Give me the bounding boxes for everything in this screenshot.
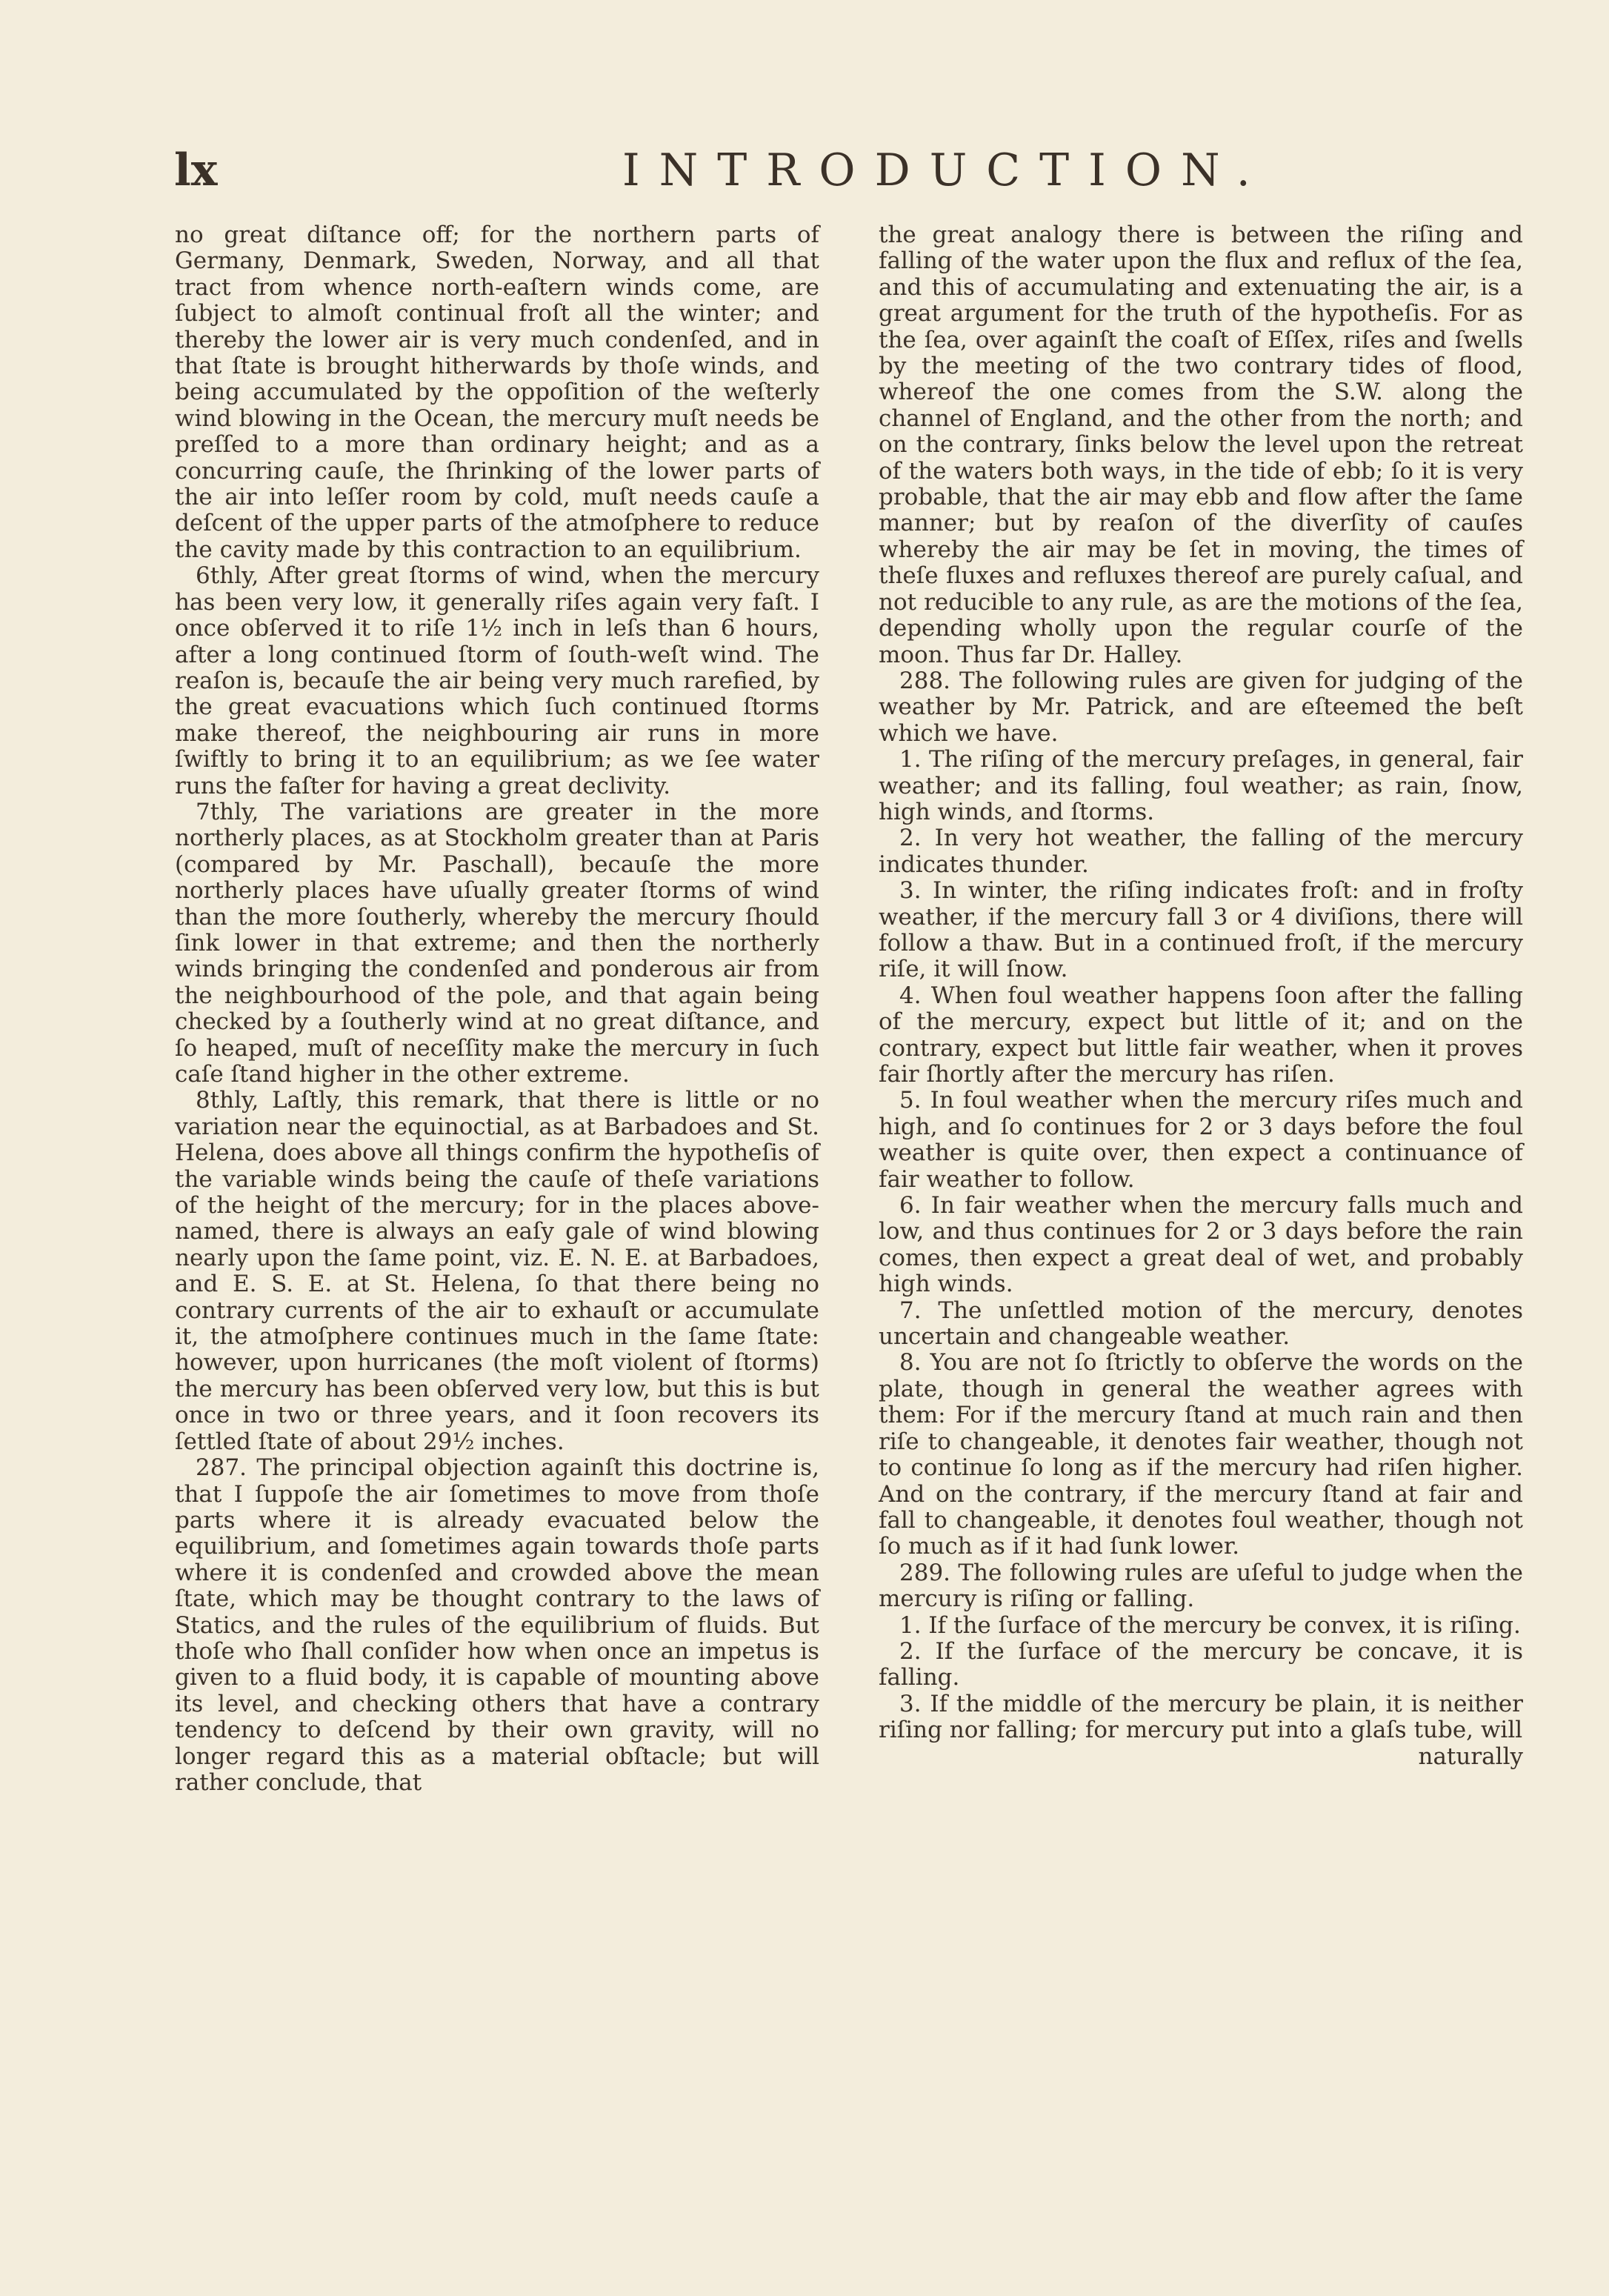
rule-item: 6. In fair weather when the mercury falls much and low, and thus continues for 2 or 3 days before the rain comes, then expect a great deal of wet, and probably high winds. bbox=[879, 1192, 1523, 1298]
paragraph: the great analogy there is between the riſing and falling of the water upon the flux and reflux of the ſea, and this of accumulating and extenuating the air, is a great argument for the truth of the hypotheſis. For as the ſea, over againſt the coaſt of Eſſex, riſes and ſwells by the meeting of the two contrary tides of flood, whereof the one comes from the S.W. along the channel of England, and the other from the north; and on the contrary, ſinks below the level upon the retreat of the waters both ways, in the tide of ebb; ſo it is very probable, that the air may ebb and flow after the ſame manner; but by reaſon of the diverſity of cauſes whereby the air may be ſet in moving, the times of theſe fluxes and refluxes thereof are purely caſual, and not reducible to any rule, as are the motions of the ſea, depending wholly upon the regular courſe of the moon. Thus far Dr. Halley. bbox=[879, 222, 1523, 668]
paragraph: 287. The principal objection againſt this doctrine is, that I ſuppoſe the air ſometimes to move from thoſe parts where it is already evacuated below the equilibrium, and ſometimes again towards thoſe parts where it is condenſed and crowded above the mean ſtate, which may be thought contrary to the laws of Statics, and the rules of the equilibrium of fluids. But thoſe who ſhall conſider how when once an impetus is given to a fluid body, it is capable of mounting above its level, and checking others that have a contrary tendency to deſcend by their own gravity, will no longer regard this as a material obſtacle; but will rather conclude, that bbox=[175, 1454, 819, 1796]
paragraph: 6thly, After great ſtorms of wind, when the mercury has been very low, it generally riſes again very faſt. I once obſerved it to riſe 1½ inch in leſs than 6 hours, after a long continued ſtorm of ſouth-weſt wind. The reaſon is, becauſe the air being very much rarefied, by the great evacuations which ſuch continued ſtorms make thereof, the neighbouring air runs in more ſwiftly to bring it to an equilibrium; as we ſee water runs the faſter for having a great declivity. bbox=[175, 562, 819, 799]
paragraph: no great diſtance off; for the northern parts of Germany, Denmark, Sweden, Norway, and all that tract from whence north-eaſtern winds come, are ſubject to almoſt continual froſt all the winter; and thereby the lower air is very much condenſed, and in that ſtate is brought hitherwards by thoſe winds, and being accumulated by the oppoſition of the weſterly wind blowing in the Ocean, the mercury muſt needs be preſſed to a more than ordinary height; and as a concurring cauſe, the ſhrinking of the lower parts of the air into leſſer room by cold, muſt needs cauſe a deſcent of the upper parts of the atmoſphere to reduce the cavity made by this contraction to an equilibrium. bbox=[175, 222, 819, 563]
left-column bbox=[175, 222, 819, 1796]
right-column bbox=[879, 222, 1523, 1770]
rule-item: 5. In foul weather when the mercury riſes much and high, and ſo continues for 2 or 3 days before the foul weather is quite over, then expect a continuance of fair weather to follow. bbox=[879, 1087, 1523, 1193]
rule-item: 4. When foul weather happens ſoon after the falling of the mercury, expect but little of it; and on the contrary, expect but little fair weather, when it proves fair ſhortly after the mercury has riſen. bbox=[879, 982, 1523, 1088]
paragraph: 288. The following rules are given for judging of the weather by Mr. Patrick, and are eſteemed the beſt which we have. bbox=[879, 667, 1523, 747]
page-number: lx bbox=[174, 144, 218, 196]
rule-item: 8. You are not ſo ſtrictly to obſerve the words on the plate, though in general the weather agrees with them: For if the mercury ſtand at much rain and then riſe to changeable, it denotes fair weather, though not to continue ſo long as if the mercury had riſen higher. And on the contrary, if the mercury ſtand at fair and fall to changeable, it denotes foul weather, though not ſo much as if it had ſunk lower. bbox=[879, 1349, 1523, 1560]
running-head: INTRODUCTION. bbox=[622, 144, 1270, 196]
rule-item: 2. In very hot weather, the falling of the mercury indicates thunder. bbox=[879, 825, 1523, 878]
paragraph: 8thly, Laſtly, this remark, that there is little or no variation near the equinoctial, as at Barbadoes and St. Helena, does above all things confirm the hypotheſis of the variable winds being the cauſe of theſe variations of the height of the mercury; for in the places above-named, there is always an eaſy gale of wind blowing nearly upon the ſame point, viz. E. N. E. at Barbadoes, and E. S. E. at St. Helena, ſo that there being no contrary currents of the air to exhauſt or accumulate it, the atmoſphere continues much in the ſame ſtate: however, upon hurricanes (the moſt violent of ſtorms) the mercury has been obſerved very low, but this is but once in two or three years, and it ſoon recovers its ſettled ſtate of about 29½ inches. bbox=[175, 1087, 819, 1455]
paragraph: 289. The following rules are uſeful to judge when the mercury is riſing or falling. bbox=[879, 1559, 1523, 1613]
rule-item: 3. In winter, the riſing indicates froſt: and in froſty weather, if the mercury fall 3 or 4 diviſions, there will follow a thaw. But in a continued froſt, if the mercury riſe, it will ſnow. bbox=[879, 877, 1523, 983]
rule-item: 1. The riſing of the mercury preſages, in general, fair weather; and its falling, foul weather; as rain, ſnow, high winds, and ſtorms. bbox=[879, 746, 1523, 825]
rule-item: 2. If the ſurface of the mercury be concave, it is falling. bbox=[879, 1637, 1523, 1691]
rule-item: 3. If the middle of the mercury be plain, it is neither riſing nor falling; for mercury put into a glaſs tube, will bbox=[879, 1690, 1523, 1744]
catchword: naturally bbox=[1418, 1743, 1523, 1770]
paragraph: 7thly, The variations are greater in the more northerly places, as at Stockholm greater than at Paris (compared by Mr. Paschall), becauſe the more northerly places have uſually greater ſtorms of wind than the more ſoutherly, whereby the mercury ſhould ſink lower in that extreme; and then the northerly winds bringing the condenſed and ponderous air from the neighbourhood of the pole, and that again being checked by a ſoutherly wind at no great diſtance, and ſo heaped, muſt of neceſſity make the mercury in ſuch caſe ſtand higher in the other extreme. bbox=[175, 798, 819, 1088]
rule-item: 1. If the ſurface of the mercury be convex, it is riſing. bbox=[899, 1611, 1521, 1639]
rule-item: 7. The unſettled motion of the mercury, denotes uncertain and changeable weather. bbox=[879, 1297, 1523, 1351]
